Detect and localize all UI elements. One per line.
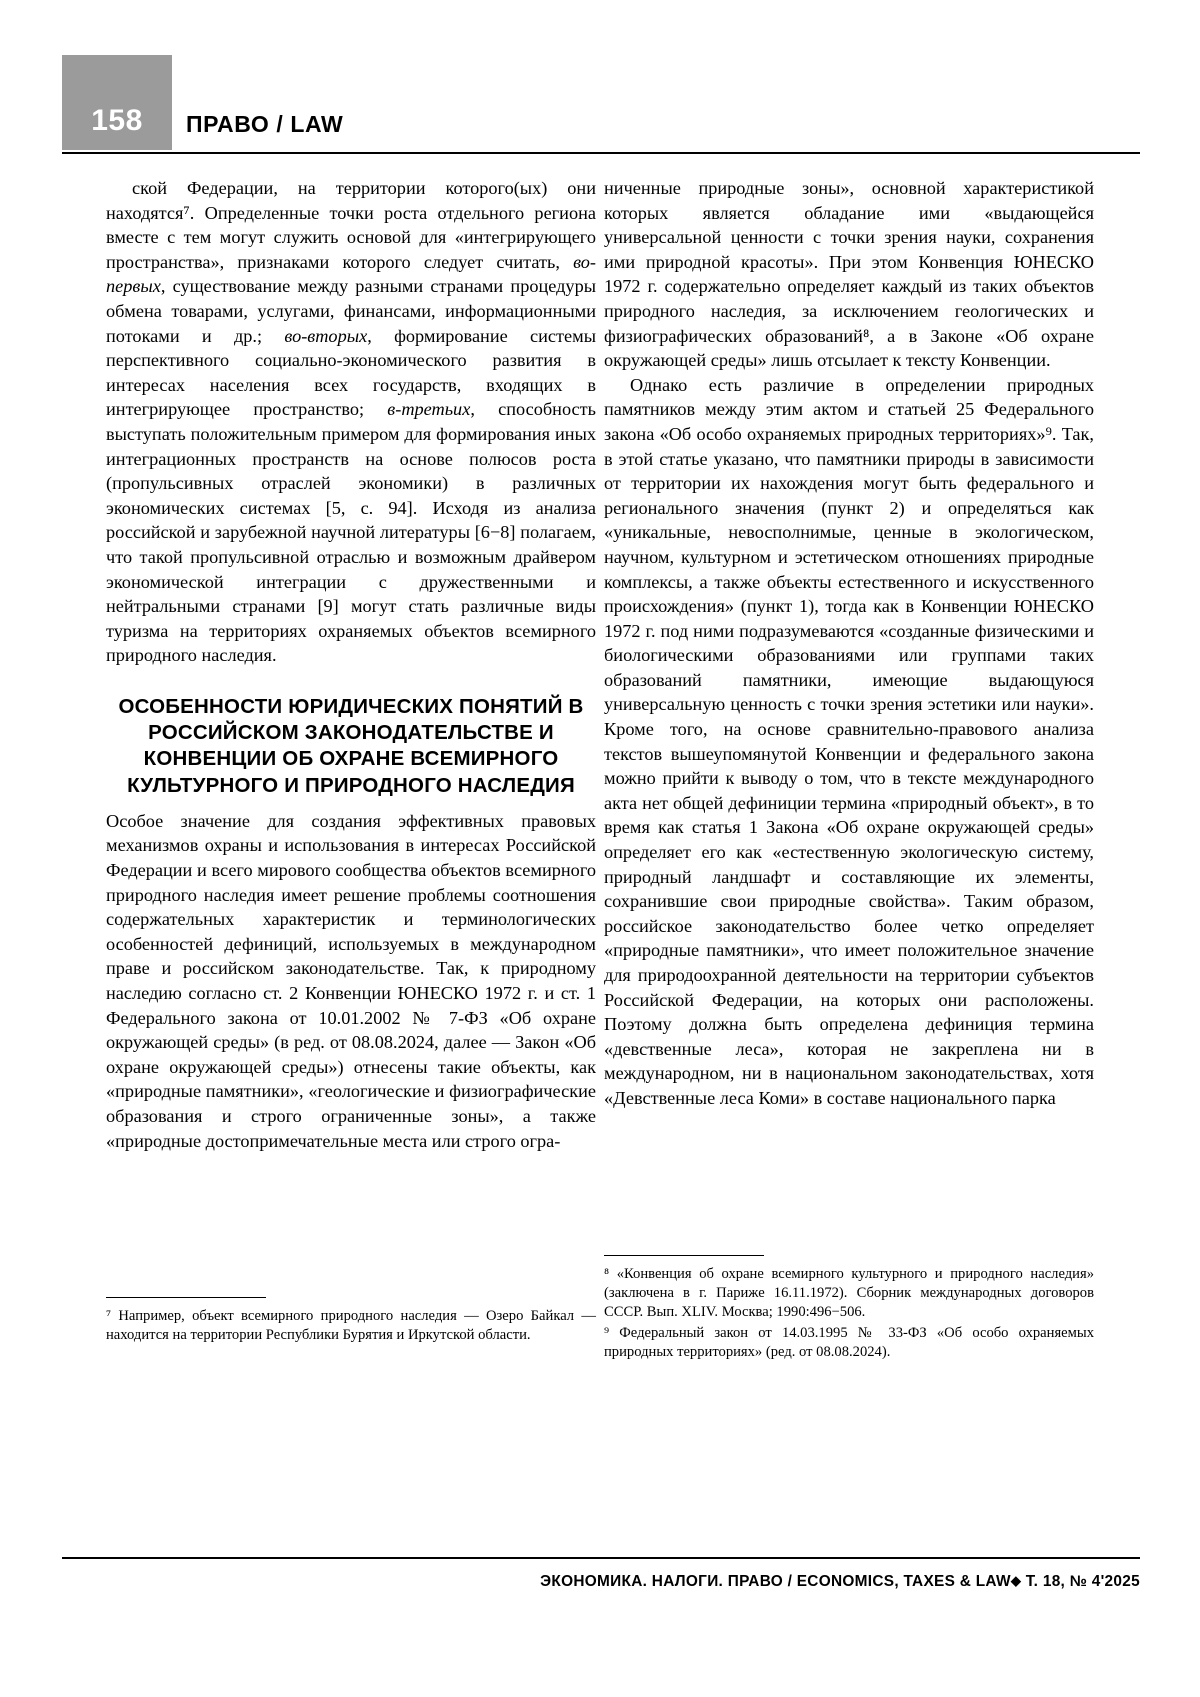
footer-divider (62, 1557, 1140, 1559)
footnote-divider-right (604, 1255, 764, 1256)
section-heading: ОСОБЕННОСТИ ЮРИДИЧЕСКИХ ПОНЯТИЙ В РОССИЙСКОМ ЗАКОНОДАТЕЛЬСТВЕ И КОНВЕНЦИИ ОБ ОХРАНЕ ВСЕМИРНОГО КУЛЬТУРНОГО И ПРИРОДНОГО НАСЛЕДИЯ (118, 694, 584, 797)
right-column (604, 176, 1094, 1111)
right-paragraph-1: ниченные природные зоны», основной характеристикой которых является обладание ими «выдающейся универсальной ценности с точки зрения науки, сохранения ими природной красоты». При этом Конвенция ЮНЕСКО 1972 г. содержательно определяет каждый из таких объектов природного наследия, за исключением геологических и физиографических образований⁸, а в Законе «Об охране окружающей среды» лишь отсылает к тексту Конвенции. (604, 178, 1094, 371)
right-paragraph-2: Однако есть различие в определении природных памятников между этим актом и статьей 25 Федерального закона «Об особо охраняемых природных территориях»⁹. Так, в этой статье указано, что памятники природы в зависимости от территории их нахождения могут быть федерального и регионального значения (пункт 2) и определяться как «уникальные, невосполнимые, ценные в экологическом, научном, культурном и эстетическом отношениях природные комплексы, а также объекты естественного и искусственного происхождения» (пункт 1), тогда как в Конвенции ЮНЕСКО 1972 г. под ними подразумеваются «созданные физическими и биологическими образованиями или группами таких образований памятники, имеющие выдающуюся универсальную ценность с точки зрения эстетики или науки». Кроме того, на основе сравнительно-правового анализа текстов вышеупомянутой Конвенции и федерального закона можно прийти к выводу о том, что в тексте международного акта нет общей дефиниции термина «природный объект», в то время как статья 1 Закона «Об охране окружающей среды» определяет его как «естественную экологическую систему, природный ландшафт и составляющие их элементы, сохранившие свои природные свойства». Таким образом, российское законодательство более четко определяет «природные памятники», что имеет положительное значение для природоохранной деятельности на территории субъектов Российской Федерации, на которых они расположены. Поэтому должна быть определена дефиниция термина «девственные леса», которая не закреплена ни в международном, ни в национальном законодательствах, хотя «Девственные леса Коми» в составе национального парка (604, 374, 1094, 1108)
journal-title: ЭКОНОМИКА. НАЛОГИ. ПРАВО / ECONOMICS, TAXES & LAW (540, 1573, 1011, 1590)
running-title: ПРАВО / LAW (186, 111, 344, 137)
footnote-divider-left (106, 1297, 266, 1298)
header-divider (62, 152, 1140, 154)
emphasis: во-вторых (284, 325, 368, 346)
left-paragraph-2: Особое значение для создания эффективных правовых механизмов охраны и использования в интересах Российской Федерации и всего мирового сообщества объектов всемирного природного наследия имеет решение проблемы соотношения содержательных характеристик и терминологических особенностей дефиниций, используемых в международном праве и российском законодательстве. Так, к природному наследию согласно ст. 2 Конвенции ЮНЕСКО 1972 г. и ст. 1 Федерального закона от 10.01.2002 № 7-ФЗ «Об охране окружающей среды» (в ред. от 08.08.2024, далее — Закон «Об охране окружающей среды») отнесены такие объекты, как «природные памятники», «геологические и физиографические образования и строго ограниченные зоны», а также «природные достопримечательные места или строго огра- (106, 810, 596, 1151)
diamond-icon: ◆ (1010, 1573, 1022, 1588)
footnotes-right (604, 1255, 1094, 1364)
page-header (62, 55, 1140, 150)
footnote-7: ⁷ Например, объект всемирного природного наследия — Озеро Байкал — находится на территории Республики Бурятия и Иркутской области. (106, 1308, 596, 1343)
emphasis: во-первых (106, 251, 596, 297)
issue-info: Т. 18, № 4'2025 (1025, 1573, 1140, 1590)
footnotes-left (106, 1297, 596, 1347)
left-paragraph-1: ской Федерации, на территории которого(ых) они находятся⁷. Определенные точки роста отдельного региона вместе с тем могут служить основой для «интегрирующего пространства», признаками которого следует считать, во-первых, существование между разными странами процедуры обмена товарами, услугами, финансами, информационными потоками и др.; во-вторых, формирование системы перспективного социально-экономического развития в интересах населения всех государств, входящих в интегрирующее пространство; в-третьих, способность выступать положительным примером для формирования иных интеграционных пространств на основе полюсов роста (пропульсивных отраслей экономики) в различных экономических системах [5, с. 94]. Исходя из анализа российской и зарубежной научной литературы [6−8] полагаем, что такой пропульсивной отраслью и возможным драйвером экономической интеграции с дружественными и нейтральными странами [9] могут стать различные виды туризма на территориях охраняемых объектов всемирного природного наследия. (106, 178, 596, 666)
footnote-8: ⁸ «Конвенция об охране всемирного культурного и природного наследия» (заключена в г. Париже 16.11.1972). Сборник международных договоров СССР. Вып. XLIV. Москва; 1990:496−506. (604, 1266, 1094, 1320)
footnote-9: ⁹ Федеральный закон от 14.03.1995 № 33-ФЗ «Об особо охраняемых природных территориях» (ред. от 08.08.2024). (604, 1324, 1094, 1360)
emphasis: в-третьих (387, 399, 471, 420)
page-footer (62, 1573, 1140, 1591)
left-column (106, 176, 596, 1153)
page-number: 158 (62, 55, 172, 150)
